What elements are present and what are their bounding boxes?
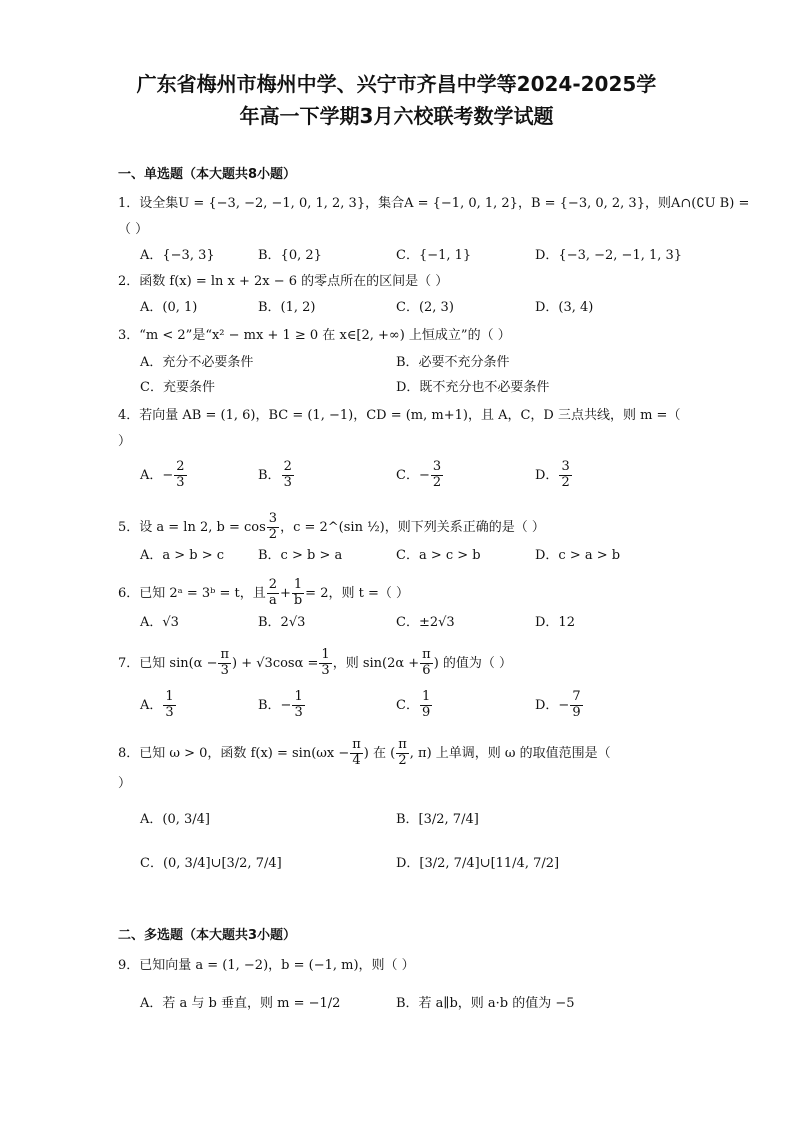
q3-option-a: A．充分不必要条件 bbox=[140, 355, 254, 370]
section-multiple-choice: 二、多选题（本大题共3小题） bbox=[118, 928, 297, 943]
fraction-numerator: 1 bbox=[321, 647, 330, 662]
q4-option-a-prefix: A．− bbox=[140, 467, 174, 483]
q4-option-b-prefix: B． bbox=[258, 467, 281, 483]
q8-text-mid: ) 在 ( bbox=[363, 745, 396, 761]
q2-option-c: C．(2, 3) bbox=[396, 300, 454, 315]
fraction-denominator: 2 bbox=[268, 526, 278, 542]
question-8 bbox=[118, 738, 611, 769]
q7-text-post: ) 的值为（ ） bbox=[433, 655, 513, 671]
fraction-denominator: 6 bbox=[422, 662, 431, 678]
q7-text-mid: ) + √3cosα = bbox=[232, 655, 319, 671]
fraction-denominator: b bbox=[293, 592, 303, 608]
q5-text-pre: 5．设 a = ln 2, b = cos bbox=[118, 519, 266, 535]
q4-option-c-fraction bbox=[431, 460, 443, 491]
fraction-numerator: π bbox=[352, 737, 361, 752]
fraction-numerator: 3 bbox=[432, 459, 442, 474]
q7-option-a-fraction bbox=[163, 690, 175, 721]
q7-text-pre: 7．已知 sin(α − bbox=[118, 655, 218, 671]
fraction-denominator: 2 bbox=[432, 474, 442, 490]
q3-option-c: C．充要条件 bbox=[140, 380, 215, 395]
section-single-choice: 一、单选题（本大题共8小题） bbox=[118, 167, 297, 182]
fraction-denominator: 9 bbox=[421, 704, 431, 720]
question-9: 9．已知向量 a = (1, −2)，b = (−1, m)，则（ ） bbox=[118, 958, 415, 973]
fraction-numerator: 3 bbox=[561, 459, 570, 474]
question-4: 4．若向量 AB = (1, 6)，BC = (1, −1)，CD = (m, m+1)，且 A，C，D 三点共线，则 m =（ bbox=[118, 408, 681, 423]
q8-option-d: D．[3/2, 7/4]∪[11/4, 7/2] bbox=[396, 856, 560, 871]
q4-option-d bbox=[535, 460, 573, 491]
fraction-numerator: π bbox=[422, 647, 431, 662]
q5-text-post: ，c = 2^(sin ½)，则下列关系正确的是（ ） bbox=[280, 519, 545, 535]
fraction-numerator: π bbox=[220, 647, 230, 662]
fraction-denominator: 3 bbox=[294, 704, 303, 720]
question-8-paren: ） bbox=[118, 776, 132, 791]
fraction-numerator: 2 bbox=[283, 459, 292, 474]
q5-option-c: C．a > c > b bbox=[396, 548, 481, 563]
q4-option-c bbox=[396, 460, 444, 491]
paper-title-line1: 广东省梅州市梅州中学、兴宁市齐昌中学等2024-2025学 bbox=[136, 72, 657, 96]
fraction-denominator: 3 bbox=[165, 704, 174, 720]
q2-option-d: D．(3, 4) bbox=[535, 300, 594, 315]
q7-fraction-3 bbox=[420, 648, 433, 679]
question-4-paren: ） bbox=[118, 434, 132, 449]
q6-option-c: C．±2√3 bbox=[396, 615, 455, 630]
q5-option-b: B．c > b > a bbox=[258, 548, 343, 563]
fraction-denominator: 2 bbox=[561, 474, 570, 490]
q8-option-c: C．(0, 3/4]∪[3/2, 7/4] bbox=[140, 856, 282, 871]
q7-option-c-fraction bbox=[420, 690, 432, 721]
fraction-numerator: 1 bbox=[421, 689, 431, 704]
fraction-numerator: 3 bbox=[268, 511, 278, 526]
q3-option-b: B．必要不充分条件 bbox=[396, 355, 510, 370]
q6-fraction-1 bbox=[267, 578, 279, 609]
q7-option-d bbox=[535, 690, 584, 721]
q6-plus: + bbox=[279, 585, 291, 601]
paper-title-line2: 年高一下学期3月六校联考数学试题 bbox=[239, 104, 554, 128]
q7-option-c-prefix: C． bbox=[396, 697, 419, 713]
q8-text-post: , π) 上单调，则 ω 的取值范围是（ bbox=[409, 745, 611, 761]
fraction-numerator: 1 bbox=[293, 577, 303, 592]
question-7 bbox=[118, 648, 512, 679]
question-6 bbox=[118, 578, 409, 609]
fraction-numerator: π bbox=[398, 737, 407, 752]
fraction-numerator: 7 bbox=[572, 689, 581, 704]
q9-option-a: A．若 a 与 b 垂直，则 m = −1/2 bbox=[140, 996, 341, 1011]
q6-option-d: D．12 bbox=[535, 615, 575, 630]
q7-option-b-prefix: B．− bbox=[258, 697, 292, 713]
q8-fraction-2 bbox=[396, 738, 409, 769]
q4-option-a bbox=[140, 460, 188, 491]
q8-option-b: B．[3/2, 7/4] bbox=[396, 812, 479, 827]
q5-option-d: D．c > a > b bbox=[535, 548, 621, 563]
q5-fraction bbox=[267, 512, 279, 543]
q6-option-a: A．√3 bbox=[140, 615, 179, 630]
q4-option-b-fraction bbox=[282, 460, 294, 491]
q7-option-b bbox=[258, 690, 306, 721]
q7-option-d-prefix: D．− bbox=[535, 697, 570, 713]
fraction-denominator: 3 bbox=[321, 662, 330, 678]
q2-option-a: A．(0, 1) bbox=[140, 300, 198, 315]
question-2: 2．函数 f(x) = ln x + 2x − 6 的零点所在的区间是（ ） bbox=[118, 274, 449, 289]
question-1-paren: （ ） bbox=[118, 222, 149, 237]
question-1: 1．设全集U = {−3, −2, −1, 0, 1, 2, 3}，集合A = {−1, 0, 1, 2}，B = {−3, 0, 2, 3}，则A∩(∁U B) = bbox=[118, 196, 750, 211]
q5-option-a: A．a > b > c bbox=[140, 548, 225, 563]
q8-text-pre: 8．已知 ω > 0，函数 f(x) = sin(ωx − bbox=[118, 745, 350, 761]
q4-option-b bbox=[258, 460, 295, 491]
q9-option-b: B．若 a∥b，则 a·b 的值为 −5 bbox=[396, 996, 575, 1011]
fraction-numerator: 1 bbox=[294, 689, 303, 704]
fraction-numerator: 1 bbox=[165, 689, 174, 704]
fraction-denominator: 3 bbox=[220, 662, 229, 678]
q7-option-d-fraction bbox=[570, 690, 582, 721]
q6-text-post: = 2，则 t =（ ） bbox=[305, 585, 409, 601]
q4-option-c-prefix: C．− bbox=[396, 467, 430, 483]
question-5 bbox=[118, 512, 545, 543]
q4-option-d-fraction bbox=[559, 460, 571, 491]
question-3: 3．“m < 2”是“x² − mx + 1 ≥ 0 在 x∈[2, +∞) 上恒成立”的（ ） bbox=[118, 328, 511, 343]
q7-fraction-1 bbox=[218, 648, 231, 679]
q7-option-a-prefix: A． bbox=[140, 697, 163, 713]
fraction-denominator: 4 bbox=[352, 752, 361, 768]
fraction-denominator: a bbox=[268, 592, 277, 608]
q4-option-d-prefix: D． bbox=[535, 467, 559, 483]
fraction-numerator: 2 bbox=[268, 577, 277, 592]
q4-option-a-fraction bbox=[174, 460, 186, 491]
fraction-numerator: 2 bbox=[176, 459, 185, 474]
fraction-denominator: 3 bbox=[176, 474, 185, 490]
q6-text-pre: 6．已知 2ᵃ = 3ᵇ = t，且 bbox=[118, 585, 266, 601]
q8-fraction-1 bbox=[350, 738, 363, 769]
fraction-denominator: 3 bbox=[283, 474, 292, 490]
fraction-denominator: 9 bbox=[572, 704, 581, 720]
fraction-denominator: 2 bbox=[398, 752, 407, 768]
q1-option-c: C．{−1, 1} bbox=[396, 248, 472, 263]
q7-text-mid2: ，则 sin(2α + bbox=[332, 655, 420, 671]
q7-option-a bbox=[140, 690, 177, 721]
q6-fraction-2 bbox=[292, 578, 304, 609]
q7-option-b-fraction bbox=[292, 690, 304, 721]
q6-option-b: B．2√3 bbox=[258, 615, 306, 630]
q1-option-a: A．{−3, 3} bbox=[140, 248, 215, 263]
q2-option-b: B．(1, 2) bbox=[258, 300, 316, 315]
q7-option-c bbox=[396, 690, 433, 721]
q8-option-a: A．(0, 3/4] bbox=[140, 812, 210, 827]
q1-option-b: B．{0, 2} bbox=[258, 248, 322, 263]
q1-option-d: D．{−3, −2, −1, 1, 3} bbox=[535, 248, 683, 263]
q3-option-d: D．既不充分也不必要条件 bbox=[396, 380, 550, 395]
q7-fraction-2 bbox=[319, 648, 331, 679]
